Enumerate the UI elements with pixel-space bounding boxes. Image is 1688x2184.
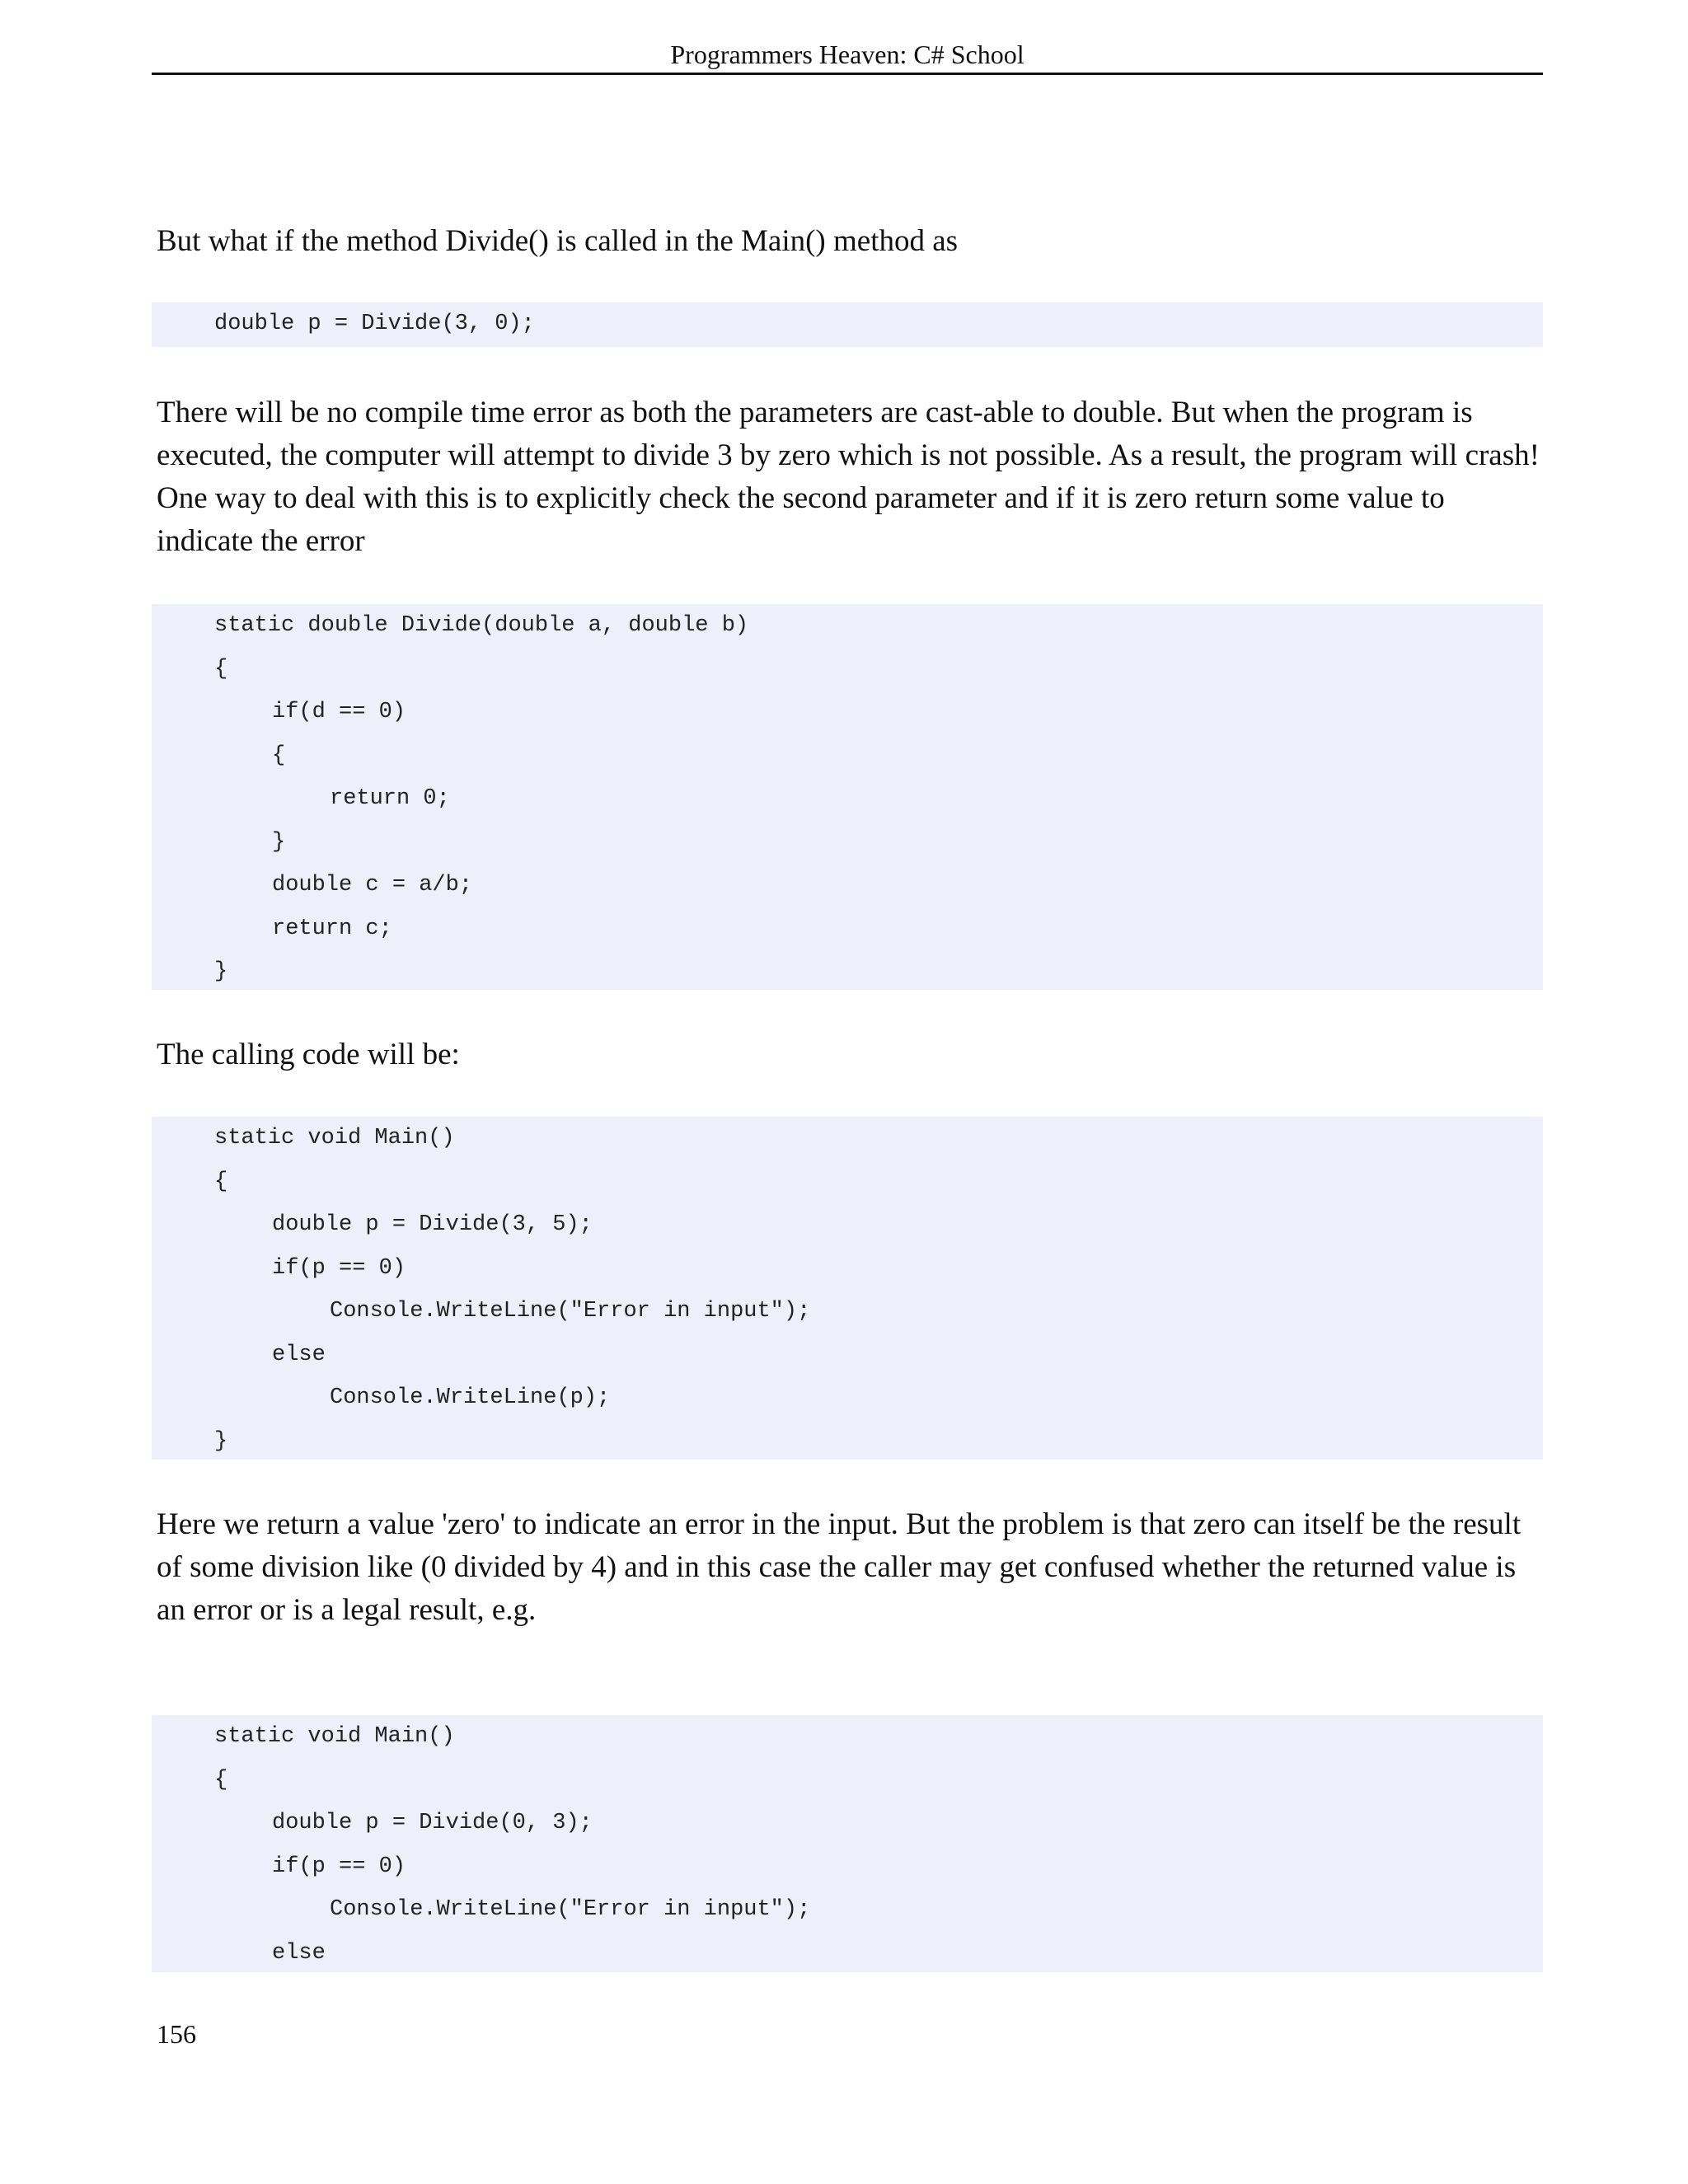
code-line: if(p == 0) [272, 1255, 406, 1281]
code-line: double c = a/b; [272, 873, 473, 898]
code-block-1 [152, 302, 1543, 347]
code-line: double p = Divide(3, 0); [214, 312, 535, 336]
code-line: } [272, 829, 286, 855]
code-block-3 [152, 1117, 1543, 1460]
code-line: static void Main() [214, 1724, 455, 1749]
code-line: { [214, 656, 228, 682]
code-line: else [272, 1940, 326, 1966]
code-line: { [214, 1767, 228, 1793]
paragraph-calling-code: The calling code will be: [157, 1038, 460, 1071]
paragraph-intro: But what if the method Divide() is called in the Main() method as [157, 224, 959, 258]
code-line: double p = Divide(0, 3); [272, 1811, 593, 1835]
code-block-2 [152, 604, 1543, 990]
code-line: Console.WriteLine("Error in input"); [330, 1299, 811, 1324]
page-header: Programmers Heaven: C# School [152, 36, 1543, 75]
code-line: double p = Divide(3, 5); [272, 1212, 593, 1237]
code-line: Console.WriteLine("Error in input"); [330, 1897, 811, 1922]
code-line: Console.WriteLine(p); [330, 1385, 611, 1410]
code-line: else [272, 1342, 326, 1367]
code-line: { [272, 743, 286, 768]
code-line: static void Main() [214, 1126, 455, 1151]
code-line: if(d == 0) [272, 700, 406, 724]
code-block-4 [152, 1715, 1543, 1972]
code-line: if(p == 0) [272, 1854, 406, 1879]
code-line: } [214, 1428, 228, 1454]
paragraph-problem: Here we return a value 'zero' to indicate an error in the input. But the problem is that zero can itself be the result of some division like (0 divided by 4) and in this case the caller may get confused whether the returned value is an error or is a legal result, e.g. [157, 1507, 1522, 1627]
code-line: } [214, 959, 228, 984]
page-number: 156 [157, 2019, 196, 2049]
code-line: static double Divide(double a, double b) [214, 613, 749, 638]
code-line: return c; [272, 916, 392, 941]
code-line: { [214, 1169, 228, 1194]
code-line: return 0; [330, 786, 450, 811]
paragraph-explanation: There will be no compile time error as both the parameters are cast-able to double. But when the program is executed, the computer will attempt to divide 3 by zero which is not possible. As a result, the program will crash! One way to deal with this is to explicitly check the second parameter and if it is zero return some value to indicate the error [157, 396, 1540, 558]
